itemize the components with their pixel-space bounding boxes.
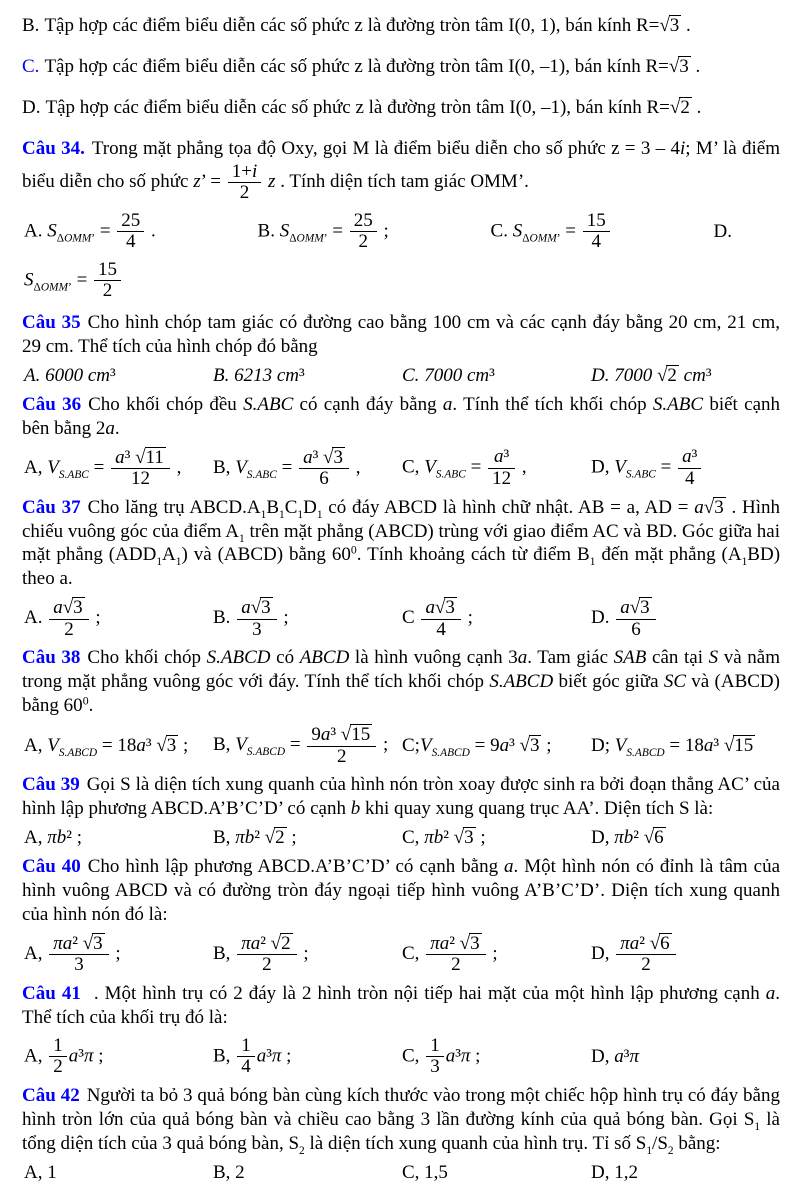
question-35-text: Cho hình chóp tam giác có đường cao bằng 100 cm và các cạnh đáy bằng 20 cm, 21 cm, 29 cm. Thể tích của hình chóp đó bằng (22, 311, 780, 357)
answer-b: B. $S_{\Delta OMM’}$ = $\frac{25}{2}$ ; (257, 209, 389, 253)
answer-c: C, 1,5 (402, 1161, 448, 1183)
question-34-answers (24, 210, 780, 254)
option-text-d: Tập hợp các điểm biểu diễn các số phức z là đường tròn tâm I(0, –1), bán kính R=√2 . (45, 96, 702, 118)
answer-d: D, a³π (591, 1045, 639, 1067)
option-letter-c: C. (22, 55, 40, 77)
question-38-text: Cho khối chóp S.ABCD có ABCD là hình vuông cạnh 3a. Tam giác SAB cân tại S và nằm trong mặt phẳng vuông góc với đáy. Tính thể tích khối chóp S.ABCD biết góc giữa SC và (ABCD) bằng $60^0$. (22, 647, 780, 717)
answer-d: D. $\frac{a√3}{6}$ (591, 596, 780, 641)
option-line-c (22, 55, 780, 79)
answer-b: B, πb² √2 ; (213, 827, 297, 849)
option-letter-b: B. (22, 15, 40, 36)
answer-c: $C;V_{S.ABCD} = 9a^3$ √3 ; (402, 734, 552, 759)
answer-d: D; $V_{S.ABCD} = 18a^3$ √15 (591, 734, 754, 759)
answer-b: B, $V_{S.ABC}$ = $\frac{\text{a³ √3}}{6}$ , (213, 446, 361, 490)
option-line-b (22, 14, 780, 38)
answer-a: A, $V_{S.ABC}$ = $\frac{\text{a³ √11}}{12}$ , (24, 446, 182, 490)
answer-b: B, $\frac{1}{4}$ a³π ; (213, 1034, 292, 1078)
answer-a: A, $V_{S.ABCD} = 18a^3$ √3 ; (24, 734, 189, 759)
question-42 (22, 1084, 780, 1156)
option-line-d (22, 96, 780, 120)
question-42-label: Câu 42 (22, 1084, 80, 1106)
question-36-answers (24, 446, 780, 491)
question-40-label: Câu 40 (22, 856, 81, 877)
answer-c: C, $\frac{1}{3}$ a³π ; (402, 1034, 481, 1078)
question-42-answers (24, 1161, 780, 1185)
answer-c: C, πb² √3 ; (402, 827, 486, 849)
question-39-text: Gọi S là diện tích xung quanh của hình nón tròn xoay được sinh ra bởi đoạn thẳng AC’ của hình lập phương ABCD.A’B’C’D’ có cạnh b khi quay xung quang trục AA’. Diện tích S là: (22, 774, 780, 820)
answer-c: C $\frac{a√3}{4}$ ; (402, 597, 473, 640)
answer-b: B, $\frac{\text{πa² √2}}{2}$ ; (213, 932, 309, 976)
answer-b: B, 2 (213, 1161, 245, 1183)
answer-d: D, πb² √6 (591, 827, 664, 849)
question-37-answers (24, 596, 780, 641)
question-40 (22, 855, 780, 927)
question-37-text: Cho lăng trụ $ABCD.A_1B_1C_1D_1$ có đáy ABCD là hình chữ nhật. AB = a, AD = a√3 . Hình chiếu vuông góc của điểm $A_1$ trên mặt phẳng (ABCD) trùng với giao điểm AC và BD. Góc giữa hai mặt phẳng $(ADD_1A_1)$ và (ABCD) bằng $60^0$. Tính khoảng cách từ điểm $B_1$ đến mặt phẳng $(A_1BD)$ theo a. (22, 496, 781, 590)
answer-d: D, $\frac{\text{πa² √6}}{2}$ (591, 932, 780, 977)
answer-a: A. 6000 cm³ (24, 364, 116, 386)
question-39-answers (24, 826, 780, 850)
question-38-answers (24, 723, 780, 768)
question-34-text: Trong mặt phẳng tọa độ Oxy, gọi M là điểm biểu diễn cho số phức z = 3 – 4i; M’ là điểm biểu diễn cho số phức z’ = $\frac{1+i}{2}$ z . Tính diện tích tam giác OMM’. (22, 137, 780, 204)
question-41-text: . Một hình trụ có 2 đáy là 2 hình tròn nội tiếp hai mặt của một hình lập phương cạnh a. Thể tích của khối trụ đó là: (22, 982, 780, 1028)
question-34-answer-d-value: $S_{\Delta OMM’}$ = $\frac{15}{2}$ (24, 259, 780, 303)
answer-d: D, 1,2 (591, 1161, 638, 1183)
question-38-label: Câu 38 (22, 647, 81, 669)
question-36-text: Cho khối chóp đều S.ABC có cạnh đáy bằng a. Tính thể tích khối chóp S.ABC biết cạnh bên bằng 2a. (22, 393, 780, 439)
answer-a: A, $\frac{1}{2}$ a³π ; (24, 1034, 104, 1078)
question-35 (22, 311, 780, 359)
answer-b: B, $V_{S.ABCD}$ = $\frac{\text{9a³ √15}}{2}$ ; (213, 724, 389, 767)
answer-a: A, πb² ; (24, 827, 82, 849)
answer-a: A. $S_{\Delta OMM’}$ = $\frac{25}{4}$ . (24, 209, 156, 253)
question-41-answers (24, 1035, 780, 1079)
option-letter-d: D. (22, 96, 41, 118)
answer-a: A. $\frac{a√3}{2}$ ; (24, 597, 101, 640)
answer-d: D. (713, 220, 732, 242)
question-35-label: Câu 35 (22, 311, 81, 333)
question-41-label: Câu 41 (22, 982, 81, 1004)
answer-d: D. 7000 √2 cm³ (591, 364, 712, 386)
question-36 (22, 393, 780, 441)
question-37-label: Câu 37 (22, 496, 81, 518)
option-text-c: Tập hợp các điểm biểu diễn các số phức z là đường tròn tâm I(0, –1), bán kính R=√3 . (44, 55, 701, 77)
question-34 (22, 137, 780, 205)
answer-a: A, $\frac{\text{πa² √3}}{3}$ ; (24, 932, 121, 976)
answer-b: B. 6213 cm³ (213, 364, 305, 386)
answer-a: A, 1 (24, 1161, 57, 1183)
answer-c: C. 7000 cm³ (402, 364, 495, 386)
option-text-b: Tập hợp các điểm biểu diễn các số phức z là đường tròn tâm I(0, 1), bán kính R=√3 . (44, 15, 691, 36)
question-42-text: Người ta bỏ 3 quả bóng bàn cùng kích thước vào trong một chiếc hộp hình trụ có đáy bằng hình tròn lớn của quả bóng bàn và chiều cao bằng 3 lần đường kính của quả bóng bàn. Gọi $S_1$ là tổng diện tích của 3 quả bóng bàn, $S_2$ là diện tích xung quanh của hình trụ. Tỉ số $S_1/S_2$ bằng: (22, 1084, 780, 1157)
question-39 (22, 773, 780, 821)
question-40-answers (24, 932, 780, 977)
question-39-label: Câu 39 (22, 774, 80, 796)
answer-b: B. $\frac{a√3}{3}$ ; (213, 597, 289, 640)
answer-c: C, $V_{S.ABC}$ = $\frac{\text{a³}}{12}$ , (402, 446, 527, 489)
answer-d: D, $V_{S.ABC}$ = $\frac{\text{a³}}{4}$ (591, 446, 780, 490)
question-36-label: Câu 36 (22, 393, 82, 415)
question-35-answers (24, 364, 780, 388)
question-40-text: Cho hình lập phương ABCD.A’B’C’D’ có cạnh bằng a. Một hình nón có đỉnh là tâm của hình vuông ABCD và có đường tròn đáy ngoại tiếp hình vuông A’B’C’D’. Diện tích xung quanh của hình nón đó là: (22, 856, 780, 925)
answer-c: C. $S_{\Delta OMM’}$ = $\frac{15}{4}$ (491, 210, 612, 254)
question-34-label: Câu 34. (22, 137, 85, 159)
question-38 (22, 646, 780, 718)
answer-c: C, $\frac{\text{πa² √3}}{2}$ ; (402, 932, 498, 976)
question-41 (22, 982, 780, 1030)
question-37 (22, 496, 780, 592)
